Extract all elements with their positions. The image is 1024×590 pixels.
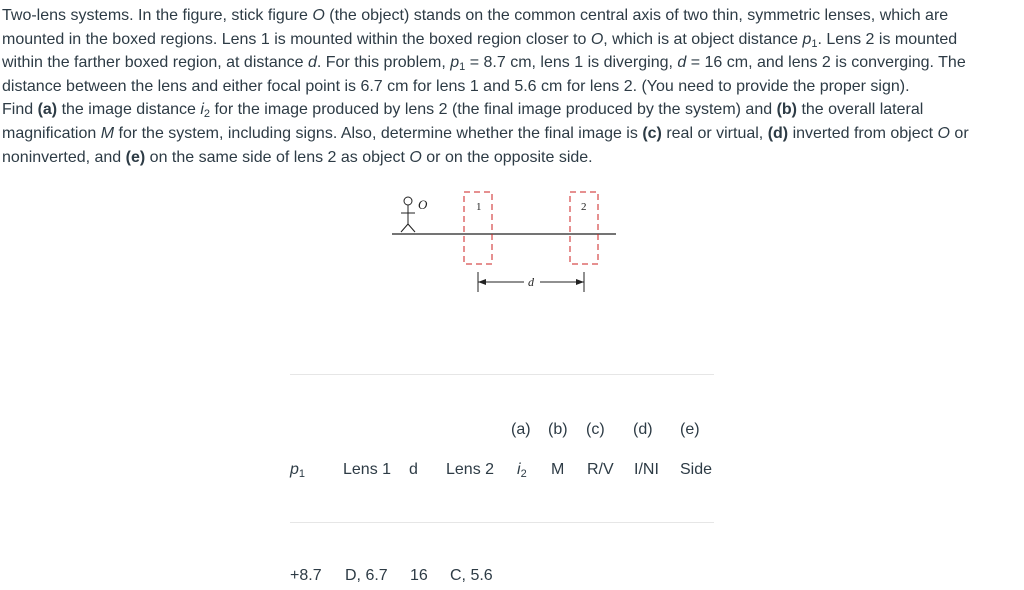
col-M: M <box>551 461 565 478</box>
header-b: (b) <box>548 421 568 438</box>
header-e: (e) <box>680 421 700 438</box>
row-p1-value: +8.7 <box>290 567 322 584</box>
header-a: (a) <box>511 421 531 438</box>
stick-figure-icon <box>401 197 415 232</box>
col-p1: $p_1$ <box>290 461 306 480</box>
row-lens1-value: D, 6.7 <box>345 567 388 584</box>
part-b-label: (b) <box>776 101 798 119</box>
two-lens-figure <box>380 186 630 304</box>
col-lens2: Lens 2 <box>446 461 495 478</box>
object-label: O <box>418 197 428 212</box>
problem-statement <box>2 4 1002 169</box>
col-rv: R/V <box>587 461 614 478</box>
lens-2-label: 2 <box>581 201 587 213</box>
problem-paragraph-2: Find (a) the image distance $i_2$ for the image produced by lens 2 (the final image produced by the system) and (b) the overall lateral magnification M for the system, including signs. Also, determine whether the final image is (c) real or virtual, (d) inverted from object O or noninverted, and (e) on the same side of lens 2 as object O or on the opposite side. <box>2 101 969 166</box>
row-d-value: 16 <box>410 567 428 584</box>
col-i2: $i_2$ <box>517 461 527 480</box>
col-side: Side <box>680 461 713 478</box>
problem-paragraph-1: Two-lens systems. In the figure, stick figure O (the object) stands on the common central axis of two thin, symmetric lenses, which are mounted in the boxed regions. Lens 1 is mounted within the boxed region closer to O, which is at object distance $p_1$. Lens 2 is mounted within the farther boxed region, at distance d. For this problem, $p_1 = 8.7$ cm, lens 1 is diverging, d = 16 cm, and lens 2 is converging. The distance between the lens and either focal point is 6.7 cm for lens 1 and 5.6 cm for lens 2. (You need to provide the proper sign). <box>2 7 966 95</box>
header-c: (c) <box>586 421 605 438</box>
distance-label: d <box>528 275 534 289</box>
col-ini: I/NI <box>634 461 659 478</box>
table-middle-divider <box>290 522 714 523</box>
part-a-label: (a) <box>37 101 58 119</box>
table-top-divider <box>290 374 714 375</box>
problem-title: Two-lens systems. <box>2 7 134 24</box>
part-e-label: (e) <box>125 148 146 166</box>
two-lens-diagram <box>380 186 630 304</box>
col-d: d <box>409 461 418 478</box>
d-arrowhead-left <box>478 279 486 285</box>
row-lens2-value: C, 5.6 <box>450 567 493 584</box>
header-d: (d) <box>633 421 653 438</box>
d-arrowhead-right <box>576 279 584 285</box>
lens-1-label: 1 <box>476 201 482 213</box>
col-lens1: Lens 1 <box>343 461 392 478</box>
part-c-label: (c) <box>642 124 662 142</box>
part-d-label: (d) <box>767 124 789 142</box>
